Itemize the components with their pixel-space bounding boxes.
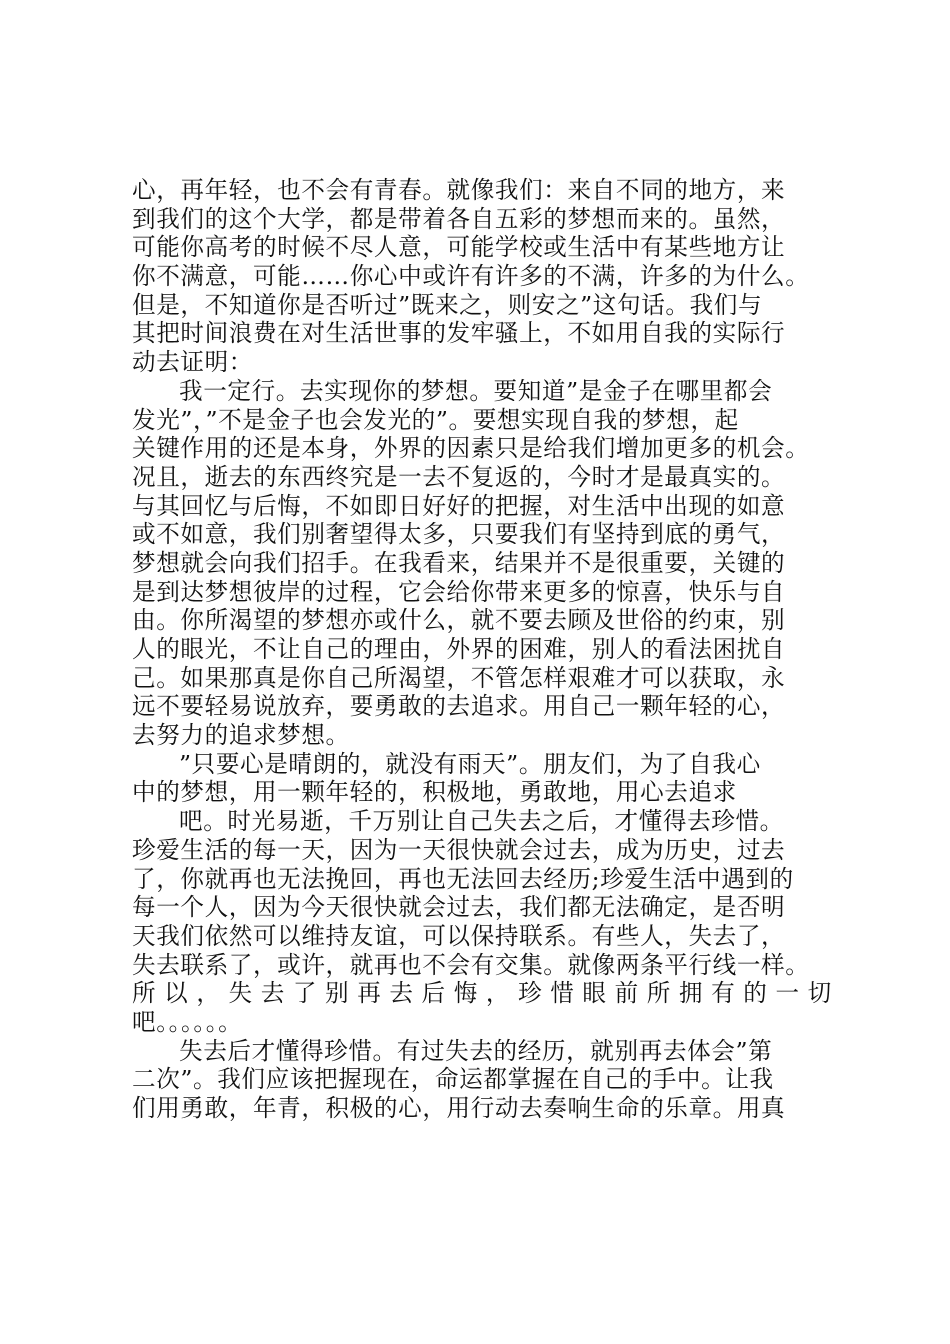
text-line: 但是，不知道你是否听过”既来之，则安之”这句话。我们与	[132, 290, 763, 319]
text-line: 是到达梦想彼岸的过程，它会给你带来更多的惊喜，快乐与自	[132, 577, 786, 606]
text-line: 与其回忆与后悔，不如即日好好的把握，对生活中出现的如意	[132, 491, 786, 520]
text-line: 你不满意，可能……你心中或许有许多的不满，许多的为什么。	[132, 262, 810, 291]
text-line: 二次”。我们应该把握现在，命运都掌握在自己的手中。让我	[132, 1065, 774, 1094]
text-line: 到我们的这个大学，都是带着各自五彩的梦想而来的。虽然，	[132, 204, 786, 233]
text-line: 或不如意，我们别奢望得太多，只要我们有坚持到底的勇气，	[132, 520, 786, 549]
text-line: 失去联系了，或许，就再也不会有交集。就像两条平行线一样。	[132, 950, 810, 979]
body-text	[132, 176, 852, 1123]
text-line: 了，你就再也无法挽回，再也无法回去经历;珍爱生活中遇到的	[132, 864, 794, 893]
text-line: 远不要轻易说放弃，要勇敢的去追求。用自己一颗年轻的心，	[132, 692, 786, 721]
text-line: 失去后才懂得珍惜。有过失去的经历，就别再去体会”第	[179, 1036, 773, 1065]
text-line: 其把时间浪费在对生活世事的发牢骚上，不如用自我的实际行	[132, 319, 786, 348]
text-line: 己。如果那真是你自己所渴望，不管怎样艰难才可以获取，永	[132, 663, 786, 692]
text-line: 珍爱生活的每一天，因为一天很快就会过去，成为历史，过去	[132, 835, 786, 864]
text-line: 天我们依然可以维持友谊，可以保持联系。有些人，失去了，	[132, 921, 786, 950]
text-line: 们用勇敢，年青，积极的心，用行动去奏响生命的乐章。用真	[132, 1094, 786, 1122]
text-line: 可能你高考的时候不尽人意，可能学校或生活中有某些地方让	[132, 233, 786, 262]
text-line: 况且，逝去的东西终究是一去不复返的，今时才是最真实的。	[132, 462, 786, 491]
text-line: 动去证明：	[132, 348, 253, 377]
text-line: ”只要心是晴朗的，就没有雨天”。朋友们，为了自我心	[179, 749, 761, 778]
text-line: 心，再年轻，也不会有青春。就像我们：来自不同的地方，来	[132, 176, 786, 204]
text-line: 每一个人，因为今天很快就会过去，我们都无法确定，是否明	[132, 893, 786, 922]
text-line: 我一定行。去实现你的梦想。要知道”是金子在哪里都会	[179, 376, 773, 405]
text-line: 关键作用的还是本身，外界的因素只是给我们增加更多的机会。	[132, 434, 810, 463]
text-line: 人的眼光，不让自己的理由，外界的困难，别人的看法困扰自	[132, 635, 786, 663]
text-line: 由。你所渴望的梦想亦或什么，就不要去顾及世俗的约束，别	[132, 606, 786, 635]
text-line: 吧。。。。。。	[132, 1007, 243, 1036]
text-line: 去努力的追求梦想。	[132, 721, 350, 750]
text-line: 所 以 ， 失 去 了 别 再 去 后 悔 ， 珍 惜 眼 前 所 拥 有 的 一 切	[132, 979, 832, 1008]
text-line: 中的梦想，用一颗年轻的，积极地，勇敢地，用心去追求	[132, 778, 737, 807]
text-line: 梦想就会向我们招手。在我看来，结果并不是很重要，关键的	[132, 548, 786, 577]
text-line: 吧。时光易逝，千万别让自己失去之后，才懂得去珍惜。	[179, 807, 784, 836]
text-line: 发光”，”不是金子也会发光的”。要想实现自我的梦想，起	[132, 405, 739, 434]
